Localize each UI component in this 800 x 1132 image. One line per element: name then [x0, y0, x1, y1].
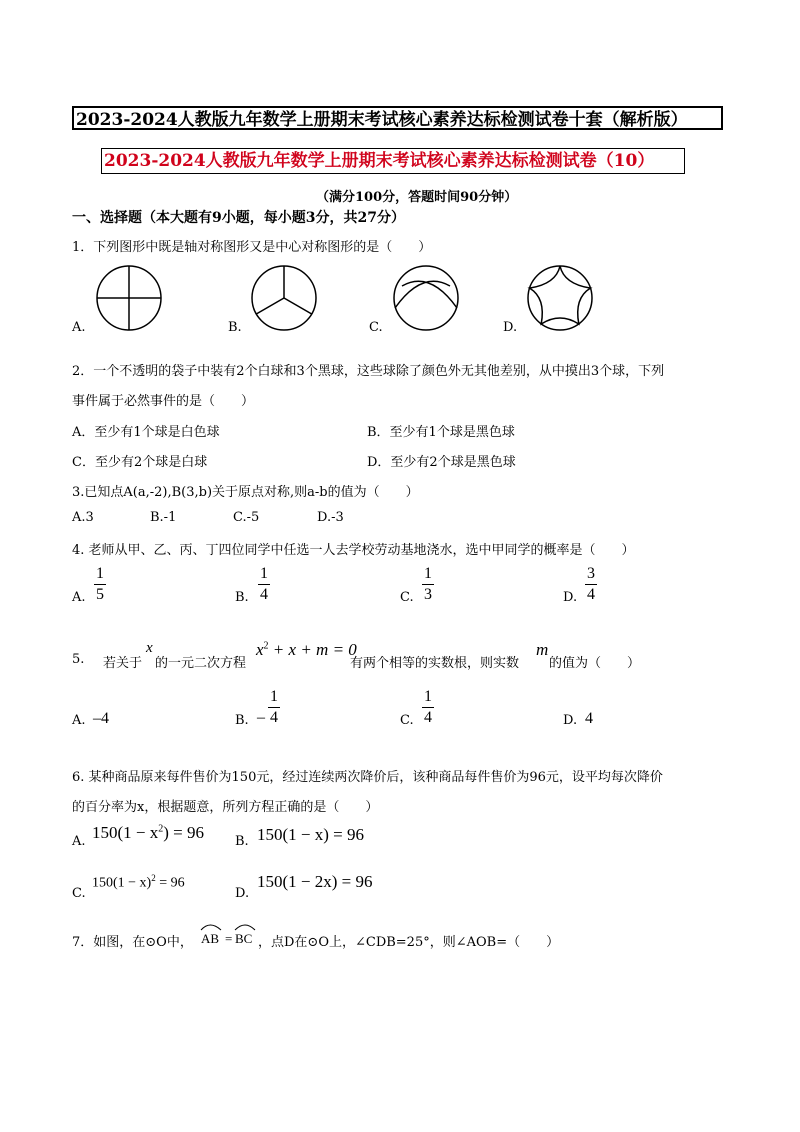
question-5-number: 5. — [72, 652, 85, 667]
arc-marks — [199, 919, 261, 931]
question-1-stem: 1．下列图形中既是轴对称图形又是中心对称图形的是（ ） — [72, 240, 432, 255]
q5-value-d: 4 — [585, 710, 593, 727]
q4-option-c: C. — [400, 590, 414, 605]
eq-exponent: 2 — [158, 823, 164, 835]
series-title: 2023-2024人教版九年数学上册期末考试核心素养达标检测试卷十套（解析版） — [72, 106, 723, 130]
question-2-stem-line1: 2．一个不透明的袋子中装有2个白球和3个黑球，这些球除了颜色外无其他差别，从中摸出3个球，下列 — [72, 364, 665, 379]
eq-x: x — [256, 640, 264, 659]
q5-option-d: D. — [563, 713, 578, 728]
exam-info: （满分100分，答题时间90分钟） — [316, 190, 518, 205]
question-7-text2: ，点D在⊙O上，∠CDB=25°，则∠AOB=（ ） — [258, 935, 560, 950]
numerator: 3 — [587, 565, 595, 582]
arc-ab: AB — [201, 931, 220, 946]
q5-fraction-c — [422, 688, 434, 727]
eq-part2: ) = 96 — [163, 823, 204, 842]
denominator: 4 — [424, 709, 432, 726]
q4-fraction-a — [94, 565, 106, 604]
denominator: 4 — [587, 586, 595, 603]
q4-option-b: B. — [235, 590, 249, 605]
figure-b — [250, 264, 320, 334]
q6-equation-c — [92, 873, 185, 892]
numerator: 1 — [424, 688, 432, 705]
q1-option-d: D. — [503, 320, 518, 335]
eq-part2: = 96 — [155, 875, 185, 891]
question-5-text2: 的一元二次方程 — [155, 656, 247, 671]
question-2-stem-line2: 事件属于必然事件的是（ ） — [72, 394, 255, 409]
q5-value-a: –4 — [93, 710, 109, 727]
q3-option-a: A.3 — [72, 510, 94, 525]
q6-equation-d: 150(1 − 2x) = 96 — [257, 872, 373, 891]
numerator: 1 — [260, 565, 268, 582]
question-3-stem: 3.已知点A(a,-2),B(3,b)关于原点对称,则a-b的值为（ ） — [72, 485, 419, 500]
denominator: 3 — [424, 586, 432, 603]
question-5-text1: 若关于 — [103, 656, 143, 671]
q3-option-c: C.-5 — [233, 510, 260, 525]
question-7-text1: 7．如图，在⊙O中， — [72, 935, 193, 950]
q4-fraction-c — [422, 565, 434, 604]
arc-equality — [199, 919, 261, 949]
eq-part1: 150(1 − x — [92, 823, 159, 842]
question-5-text3: 有两个相等的实数根，则实数 — [350, 656, 520, 671]
question-4-stem: 4. 老师从甲、乙、丙、丁四位同学中任选一人去学校劳动基地浇水，选中甲同学的概率是（ ） — [72, 543, 635, 558]
arc-bc: BC — [235, 931, 253, 946]
q2-option-b: B．至少有1个球是黑色球 — [367, 425, 515, 440]
eq-exponent: 2 — [263, 640, 269, 652]
figure-d — [526, 264, 596, 334]
q6-option-a: A. — [72, 834, 86, 849]
q4-fraction-d — [585, 565, 597, 604]
q1-option-b: B. — [228, 320, 242, 335]
q3-option-b: B.-1 — [150, 510, 177, 525]
question-6-stem-line1: 6. 某种商品原来每件售价为150元，经过连续两次降价后，该种商品每件售价为96元，设平均每次降价 — [72, 770, 663, 785]
q5-option-b: B. — [235, 713, 249, 728]
q2-option-c: C．至少有2个球是白球 — [72, 455, 208, 470]
q3-option-d: D.-3 — [317, 510, 344, 525]
q4-fraction-b — [258, 565, 270, 604]
q6-equation-a — [92, 823, 204, 843]
section-heading: 一、选择题（本大题有9小题，每小题3分，共27分） — [72, 210, 405, 226]
denominator: 5 — [96, 586, 104, 603]
numerator: 1 — [270, 688, 278, 705]
numerator: 1 — [96, 565, 104, 582]
denominator: 4 — [270, 709, 278, 726]
numerator: 1 — [424, 565, 432, 582]
q1-option-a: A. — [72, 320, 86, 335]
q2-option-a: A．至少有1个球是白色球 — [72, 425, 220, 440]
q5-option-c: C. — [400, 713, 414, 728]
question-5-text4: 的值为（ ） — [549, 656, 641, 671]
q4-option-d: D. — [563, 590, 578, 605]
eq-part1: 150(1 − x) — [92, 875, 152, 891]
figure-c — [392, 264, 462, 334]
q2-option-d: D．至少有2个球是黑色球 — [367, 455, 516, 470]
q1-option-c: C. — [369, 320, 383, 335]
q6-option-c: C. — [72, 886, 86, 901]
eq-rest: + x + m = 0 — [268, 640, 357, 659]
arc-equals: = — [225, 931, 233, 946]
q6-option-d: D. — [235, 886, 250, 901]
figure-a — [95, 264, 165, 334]
variable-m: m — [536, 640, 549, 659]
q6-option-b: B. — [235, 834, 249, 849]
question-6-stem-line2: 的百分率为x，根据题意，所列方程正确的是（ ） — [72, 800, 379, 815]
variable-x: x — [146, 640, 153, 656]
q5-sign-b: – — [257, 709, 265, 726]
q6-equation-b: 150(1 − x) = 96 — [257, 825, 364, 844]
q5-option-a: A. — [72, 713, 86, 728]
q4-option-a: A. — [72, 590, 86, 605]
paper-title: 2023-2024人教版九年数学上册期末考试核心素养达标检测试卷（10） — [101, 148, 685, 174]
eq-exponent: 2 — [151, 873, 156, 883]
quadratic-equation — [256, 640, 357, 660]
q5-fraction-b — [268, 688, 280, 727]
denominator: 4 — [260, 586, 268, 603]
